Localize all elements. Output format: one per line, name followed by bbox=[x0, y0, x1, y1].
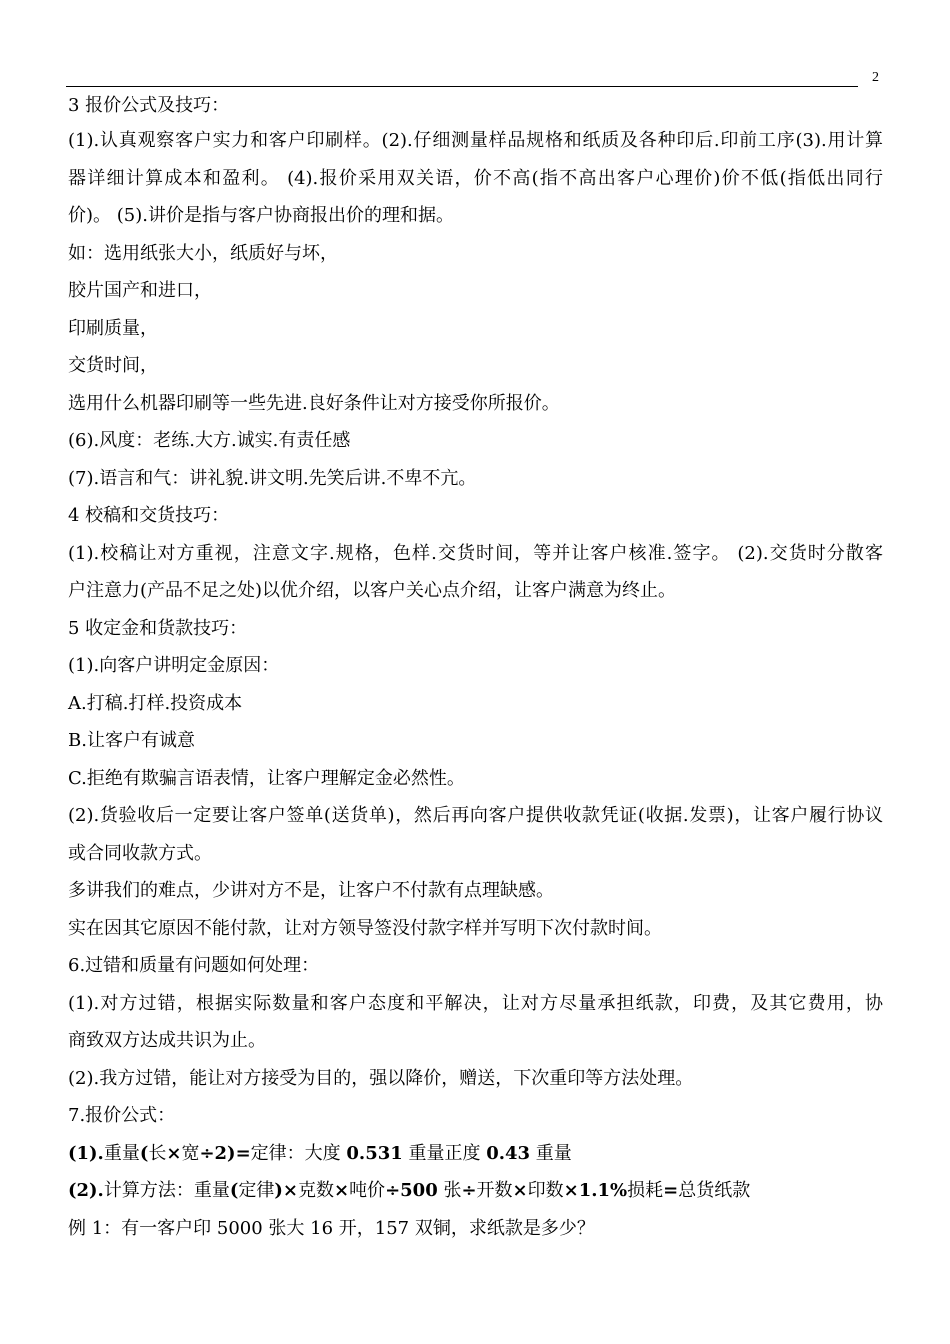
section-heading-5: 5 收定金和货款技巧： bbox=[68, 618, 248, 639]
formula-line-1: (1).重量(长×宽÷2)=定律：大度 0.531 重量正度 0.43 重量 bbox=[68, 1143, 572, 1164]
paragraph-line: 选用什么机器印刷等一些先进.良好条件让对方接受你所报价。 bbox=[68, 393, 560, 414]
paragraph-line: C.拒绝有欺骗言语表情，让客户理解定金必然性。 bbox=[68, 768, 465, 789]
paragraph-line: 多讲我们的难点，少讲对方不是，让客户不付款有点理缺感。 bbox=[68, 880, 554, 901]
paragraph-line: (2).货验收后一定要让客户签单(送货单)，然后再向客户提供收款凭证(收据.发票)，让客户履行协议 bbox=[68, 805, 883, 826]
paragraph-line: 户注意力(产品不足之处)以优介绍，以客户关心点介绍，让客户满意为终止。 bbox=[68, 580, 677, 601]
section-heading-7: 7.报价公式： bbox=[68, 1105, 176, 1126]
paragraph-line: 或合同收款方式。 bbox=[68, 843, 212, 864]
paragraph-line: (6).风度：老练.大方.诚实.有责任感 bbox=[68, 430, 351, 451]
paragraph-line: (1).对方过错，根据实际数量和客户态度和平解决，让对方尽量承担纸款，印费，及其它费用，协 bbox=[68, 993, 883, 1014]
section-heading-6: 6.过错和质量有问题如何处理： bbox=[68, 955, 320, 976]
paragraph-line: 交货时间， bbox=[68, 355, 158, 376]
section-heading-3: 3 报价公式及技巧： bbox=[68, 95, 230, 116]
document-body bbox=[68, 0, 883, 1344]
paragraph-line: (1).认真观察客户实力和客户印刷样。(2).仔细测量样品规格和纸质及各种印后.印前工序(3).用计算 bbox=[68, 130, 883, 151]
paragraph-line: (1).校稿让对方重视，注意文字.规格，色样.交货时间，等并让客户核准.签字。 (2).交货时分散客 bbox=[68, 543, 883, 564]
page-number: 2 bbox=[872, 70, 879, 85]
paragraph-line: (2).我方过错，能让对方接受为目的，强以降价，赠送，下次重印等方法处理。 bbox=[68, 1068, 694, 1089]
paragraph-line: B.让客户有诚意 bbox=[68, 730, 195, 751]
example-line: 例 1：有一客户印 5000 张大 16 开，157 双铜，求纸款是多少？ bbox=[68, 1218, 595, 1239]
paragraph-line: 如：选用纸张大小，纸质好与坏， bbox=[68, 243, 338, 264]
paragraph-line: 商致双方达成共识为止。 bbox=[68, 1030, 266, 1051]
paragraph-line: (7).语言和气：讲礼貌.讲文明.先笑后讲.不卑不亢。 bbox=[68, 468, 477, 489]
formula-line-2: (2).计算方法：重量(定律)×克数×吨价÷500 张÷开数×印数×1.1%损耗=总货纸款 bbox=[68, 1180, 751, 1201]
paragraph-line: 实在因其它原因不能付款，让对方领导签没付款字样并写明下次付款时间。 bbox=[68, 918, 662, 939]
paragraph-line: 胶片国产和进口， bbox=[68, 280, 212, 301]
paragraph-line: 器详细计算成本和盈利。 (4).报价采用双关语，价不高(指不高出客户心理价)价不低(指低出同行 bbox=[68, 168, 883, 189]
paragraph-line: 价)。 (5).讲价是指与客户协商报出价的理和据。 bbox=[68, 205, 454, 226]
section-heading-4: 4 校稿和交货技巧： bbox=[68, 505, 230, 526]
paragraph-line: A.打稿.打样.投资成本 bbox=[68, 693, 243, 714]
paragraph-line: (1).向客户讲明定金原因： bbox=[68, 655, 280, 676]
paragraph-line: 印刷质量， bbox=[68, 318, 158, 339]
